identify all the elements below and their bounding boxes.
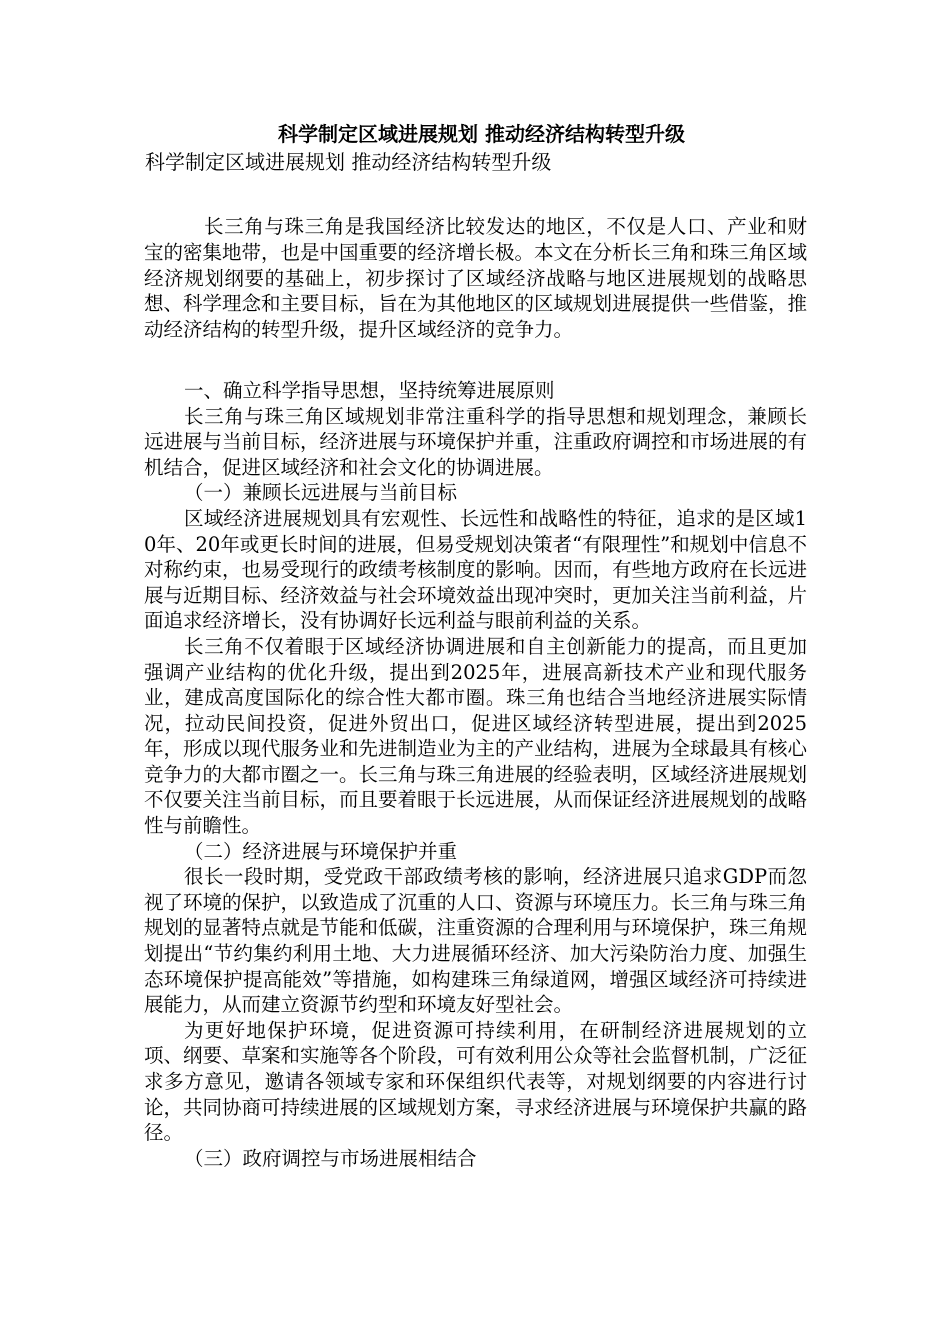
subsection2-paragraph-2: 为更好地保护环境，促进资源可持续利用，在研制经济进展规划的立项、纲要、草案和实施等各个阶段，可有效利用公众等社会监督机制，广泛征求多方意见，邀请各领域专家和环保组织代表等，对规划纲要的内容进行讨论，共同协商可持续进展的区域规划方案，寻求经济进展与环境保护共赢的路径。	[144, 1018, 808, 1145]
subsection2-paragraph-1: 很长一段时期，受党政干部政绩考核的影响，经济进展只追求GDP而忽视了环境的保护，以致造成了沉重的人口、资源与环境压力。长三角与珠三角规划的显著特点就是节能和低碳，注重资源的合理利用与环境保护，珠三角规划提出“节约集约利用土地、大力进展循环经济、加大污染防治力度、加强生态环境保护提高能效”等措施，如构建珠三角绿道网，增强区域经济可持续进展能力，从而建立资源节约型和环境友好型社会。	[144, 865, 808, 1017]
document-title: 科学制定区域进展规划 推动经济结构转型升级	[278, 122, 685, 146]
blank-line	[144, 177, 807, 206]
subsection-heading-3: （三）政府调控与市场进展相结合	[184, 1146, 477, 1170]
subsection-heading-1: （一）兼顾长远进展与当前目标	[184, 481, 458, 505]
document-page	[144, 120, 807, 1171]
subsection1-paragraph-1: 区域经济进展规划具有宏观性、长远性和战略性的特征，追求的是区域10年、20年或更长时间的进展，但易受规划决策者“有限理性”和规划中信息不对称约束，也易受现行的政绩考核制度的影响。因而，有些地方政府在长远进展与近期目标、经济效益与社会环境效益出现冲突时，更加关注当前利益，片面追求经济增长，没有协调好长远利益与眼前利益的关系。	[144, 506, 808, 633]
intro-paragraph: 长三角与珠三角是我国经济比较发达的地区，不仅是人口、产业和财宝的密集地带，也是中国重要的经济增长极。本文在分析长三角和珠三角区域经济规划纲要的基础上，初步探讨了区域经济战略与地区进展规划的战略思想、科学理念和主要目标，旨在为其他地区的区域规划进展提供一些借鉴，推动经济结构的转型升级，提升区域经济的竞争力。	[144, 215, 808, 342]
subsection1-paragraph-2: 长三角不仅着眼于区域经济协调进展和自主创新能力的提高，而且更加强调产业结构的优化升级，提出到2025年，进展高新技术产业和现代服务业，建成高度国际化的综合性大都市圈。珠三角也结合当地经济进展实际情况，拉动民间投资，促进外贸出口，促进区域经济转型进展，提出到2025年，形成以现代服务业和先进制造业为主的产业结构，进展为全球最具有核心竞争力的大都市圈之一。长三角与珠三角进展的经验表明，区域经济进展规划不仅要关注当前目标，而且要着眼于长远进展，从而保证经济进展规划的战略性与前瞻性。	[144, 634, 808, 838]
section1-paragraph: 长三角与珠三角区域规划非常注重科学的指导思想和规划理念，兼顾长远进展与当前目标，经济进展与环境保护并重，注重政府调控和市场进展的有机结合，促进区域经济和社会文化的协调进展。	[144, 404, 808, 479]
document-subtitle: 科学制定区域进展规划 推动经济结构转型升级	[145, 150, 552, 174]
subsection-heading-2: （二）经济进展与环境保护并重	[184, 839, 458, 863]
section-heading-1: 一、确立科学指导思想，坚持统筹进展原则	[184, 378, 555, 402]
